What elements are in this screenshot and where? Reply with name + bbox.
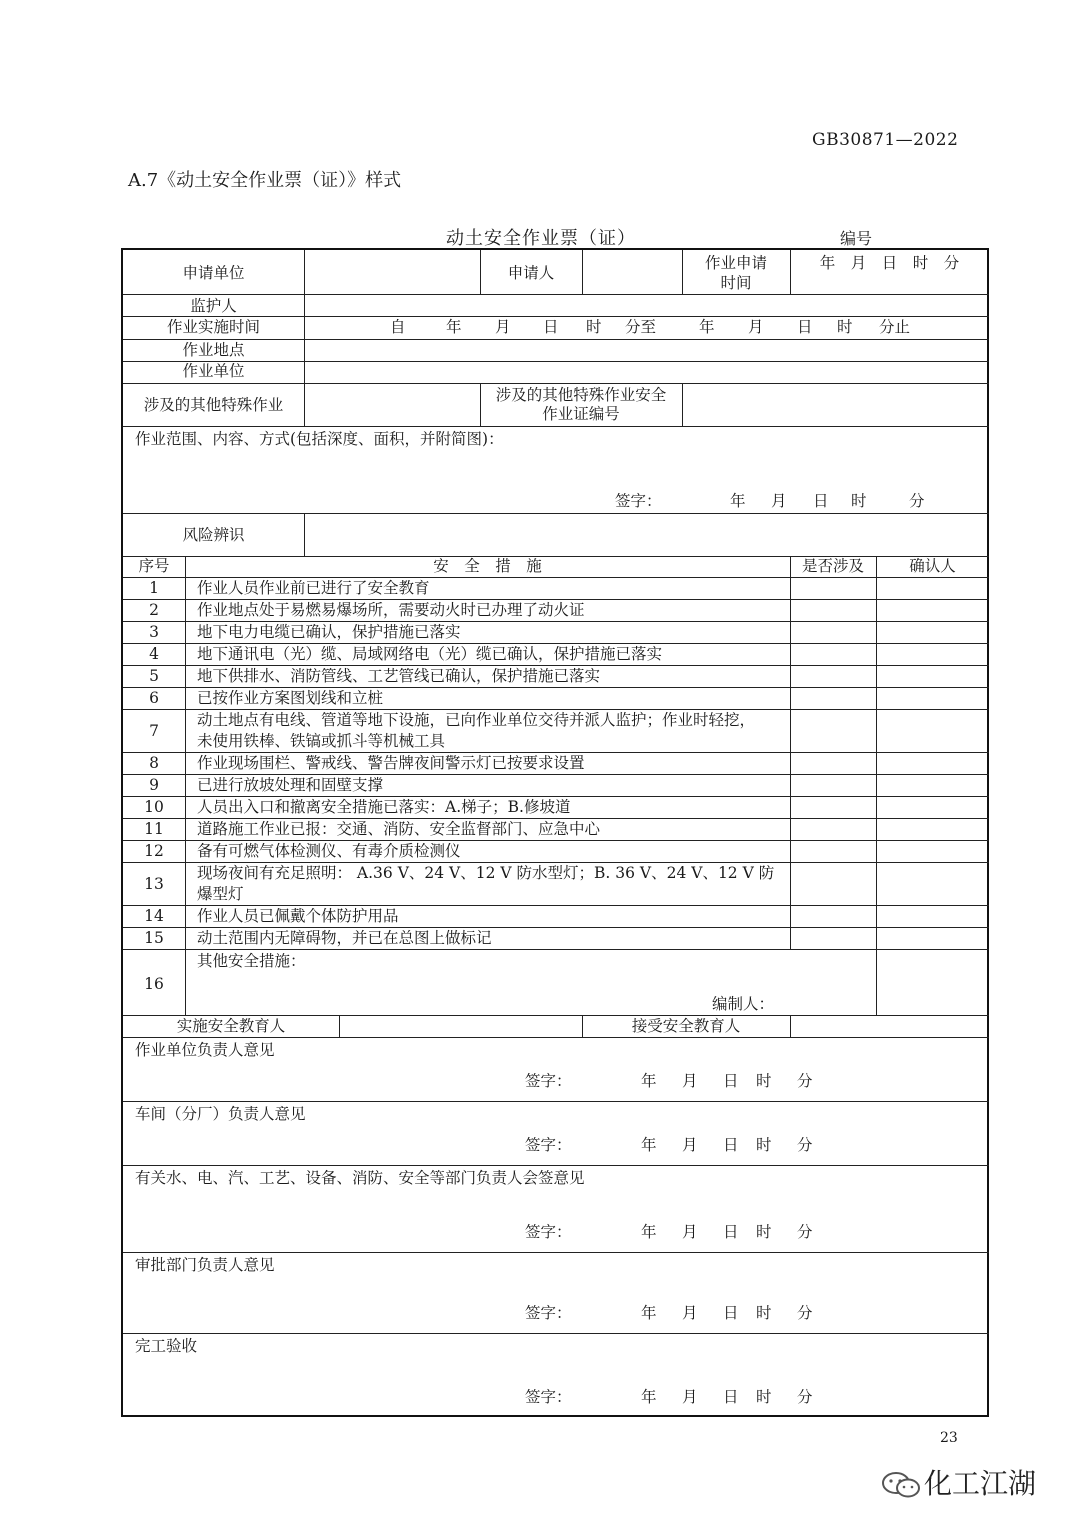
measure-text: 地下通讯电（光）缆、局域网络电（光）缆已确认，保护措施已落实 [197, 645, 663, 663]
opinion-label: 有关水、电、汽、工艺、设备、消防、安全等部门负责人会签意见 [135, 1169, 585, 1187]
measure-no: 10 [144, 798, 164, 816]
confirm-cell[interactable] [876, 577, 989, 599]
label-other-special: 涉及的其他特殊作业 [143, 396, 284, 414]
confirm-cell[interactable] [876, 752, 989, 774]
wt-year-1: 年 [446, 318, 462, 336]
confirm-cell[interactable] [876, 927, 989, 949]
confirm-cell[interactable] [876, 621, 989, 643]
signature-minute: 分 [797, 1072, 813, 1090]
measure-text: 作业现场围栏、警戒线、警告牌夜间警示灯已按要求设置 [197, 754, 585, 772]
measure-no: 15 [144, 929, 164, 947]
signature-minute: 分 [797, 1304, 813, 1322]
involved-cell[interactable] [790, 840, 876, 862]
col-confirm-header: 确认人 [909, 557, 956, 575]
scope-signature-year: 年 [730, 492, 746, 510]
signature-day: 日 [723, 1223, 739, 1241]
signature-month: 月 [682, 1223, 698, 1241]
risk-field[interactable] [305, 513, 989, 556]
apply-time-value[interactable]: 年 月 日 时 分 [819, 254, 960, 272]
label-scope: 作业范围、内容、方式(包括深度、面积，并附简图)： [135, 430, 504, 448]
involved-cell[interactable] [790, 818, 876, 840]
measure-text: 作业地点处于易燃易爆场所，需要动火时已办理了动火证 [197, 601, 585, 619]
label-apply-time-1: 作业申请 [704, 254, 767, 272]
scope-signature-hour: 时 [851, 492, 867, 510]
measure-text: 爆型灯 [197, 885, 244, 903]
signature-day: 日 [723, 1072, 739, 1090]
signature-month: 月 [682, 1072, 698, 1090]
signature-sign: 签字： [525, 1136, 572, 1154]
col-involved-header: 是否涉及 [801, 557, 864, 575]
involved-cell[interactable] [790, 862, 876, 905]
grid-hline [123, 316, 989, 317]
involved-cell[interactable] [790, 643, 876, 665]
measure-no: 5 [149, 667, 159, 685]
measure-no: 1 [149, 579, 159, 597]
label-other-cert-1: 涉及的其他特殊作业安全 [495, 386, 667, 404]
signature-hour: 时 [756, 1136, 772, 1154]
label-other-cert-2: 作业证编号 [542, 405, 620, 423]
involved-cell[interactable] [790, 687, 876, 709]
signature-day: 日 [723, 1304, 739, 1322]
scope-signature-month: 月 [771, 492, 787, 510]
confirm-cell[interactable] [876, 665, 989, 687]
work-unit-field[interactable] [305, 361, 989, 383]
measure-no: 4 [149, 645, 159, 663]
wt-from: 自 [390, 318, 406, 336]
signature-year: 年 [641, 1388, 657, 1406]
wt-month-1: 月 [495, 318, 511, 336]
edu-receiver-field[interactable] [790, 1015, 989, 1037]
signature-month: 月 [682, 1388, 698, 1406]
col-no-header: 序号 [138, 557, 170, 575]
confirm-cell[interactable] [876, 687, 989, 709]
confirm-cell[interactable] [876, 818, 989, 840]
wt-day-2: 日 [797, 318, 813, 336]
opinion-label: 作业单位负责人意见 [135, 1041, 275, 1059]
signature-year: 年 [641, 1136, 657, 1154]
watermark-text: 化工江湖 [924, 1467, 1037, 1500]
measure-text: 未使用铁棒、铁镐或抓斗等机械工具 [197, 732, 446, 750]
measure-text: 现场夜间有充足照明： A.36 V、24 V、12 V 防水型灯；B. 36 V、24 V、12 V 防 [197, 864, 775, 882]
grid-vline [185, 556, 186, 1015]
signature-sign: 签字： [525, 1388, 572, 1406]
location-field[interactable] [305, 339, 989, 361]
involved-cell[interactable] [790, 905, 876, 927]
measure-text: 备有可燃气体检测仪、有毒介质检测仪 [197, 842, 461, 860]
label-apply-time-2: 时间 [720, 274, 752, 292]
edu-giver-field[interactable] [339, 1015, 582, 1037]
signature-month: 月 [682, 1136, 698, 1154]
involved-cell[interactable] [790, 709, 876, 752]
confirm-cell[interactable] [876, 949, 989, 1015]
confirm-cell[interactable] [876, 796, 989, 818]
involved-cell[interactable] [790, 665, 876, 687]
measure-no: 12 [144, 842, 164, 860]
measure-no: 2 [149, 601, 159, 619]
measure-text: 已进行放坡处理和固壁支撑 [197, 776, 384, 794]
signature-hour: 时 [756, 1388, 772, 1406]
label-risk: 风险辨识 [182, 526, 245, 544]
measure-no: 14 [144, 907, 164, 925]
measure-text: 动土地点有电线、管道等地下设施，已向作业单位交待并派人监护；作业时轻挖， [197, 711, 756, 729]
signature-year: 年 [641, 1304, 657, 1322]
confirm-cell[interactable] [876, 599, 989, 621]
confirm-cell[interactable] [876, 840, 989, 862]
wechat-icon [880, 1470, 924, 1500]
measure-text: 作业人员作业前已进行了安全教育 [197, 579, 430, 597]
watermark [880, 1462, 1036, 1502]
opinion-label: 完工验收 [135, 1337, 198, 1355]
measure-no: 13 [144, 874, 164, 893]
opinion-label: 车间（分厂）负责人意见 [135, 1105, 306, 1123]
measure-text: 作业人员已佩戴个体防护用品 [197, 907, 399, 925]
confirm-cell[interactable] [876, 643, 989, 665]
signature-hour: 时 [756, 1072, 772, 1090]
label-edu-giver: 实施安全教育人 [176, 1017, 286, 1035]
label-edu-receiver: 接受安全教育人 [631, 1017, 741, 1035]
wt-month-2: 月 [748, 318, 764, 336]
grid-hline [123, 949, 989, 950]
supervisor-field[interactable] [305, 294, 989, 316]
label-compiler: 编制人： [712, 995, 775, 1013]
form-number-label: 编号 [840, 229, 873, 248]
signature-year: 年 [641, 1072, 657, 1090]
involved-cell[interactable] [790, 621, 876, 643]
involved-cell[interactable] [790, 752, 876, 774]
involved-cell[interactable] [790, 927, 876, 949]
signature-hour: 时 [756, 1304, 772, 1322]
applicant-unit-field[interactable] [305, 250, 480, 294]
measure-no: 6 [149, 689, 159, 707]
measure-text: 已按作业方案图划线和立桩 [197, 689, 384, 707]
measure-text: 地下电力电缆已确认，保护措施已落实 [197, 623, 461, 641]
wt-minute-2: 分止 [879, 318, 911, 336]
signature-minute: 分 [797, 1136, 813, 1154]
wt-hour-1: 时 [586, 318, 602, 336]
involved-cell[interactable] [790, 599, 876, 621]
section-title: A.7《动土安全作业票（证）》样式 [128, 170, 402, 191]
measure-text: 道路施工作业已报：交通、消防、安全监督部门、应急中心 [197, 820, 601, 838]
label-work-time: 作业实施时间 [166, 318, 260, 336]
signature-day: 日 [723, 1136, 739, 1154]
measure-no: 16 [144, 975, 164, 993]
col-measures-header: 安 全 措 施 [433, 557, 542, 575]
signature-hour: 时 [756, 1223, 772, 1241]
other-cert-field[interactable] [682, 383, 989, 426]
confirm-cell[interactable] [876, 905, 989, 927]
measure-no: 8 [149, 754, 159, 772]
label-applicant: 申请人 [507, 264, 555, 282]
signature-day: 日 [723, 1388, 739, 1406]
permit-form [121, 248, 989, 1417]
label-supervisor: 监护人 [190, 297, 237, 315]
measure-no: 9 [149, 776, 159, 794]
signature-minute: 分 [797, 1388, 813, 1406]
measure-text: 地下供排水、消防管线、工艺管线已确认，保护措施已落实 [197, 667, 601, 685]
signature-sign: 签字： [525, 1304, 572, 1322]
involved-cell[interactable] [790, 577, 876, 599]
standard-number: GB30871—2022 [812, 130, 959, 150]
measure-text: 动土范围内无障碍物，并已在总图上做标记 [197, 929, 492, 947]
applicant-field[interactable] [582, 250, 682, 294]
measure-no: 11 [144, 820, 164, 838]
measure-no: 3 [149, 623, 159, 641]
measure-no: 7 [149, 721, 159, 740]
other-special-field[interactable] [305, 383, 480, 426]
form-title: 动土安全作业票（证） [446, 228, 636, 249]
scope-signature-sign: 签字： [615, 492, 662, 510]
wt-hour-2: 时 [837, 318, 853, 336]
signature-year: 年 [641, 1223, 657, 1241]
opinion-label: 审批部门负责人意见 [135, 1256, 275, 1274]
involved-cell[interactable] [790, 796, 876, 818]
involved-cell[interactable] [790, 774, 876, 796]
scope-signature-minute: 分 [909, 492, 925, 510]
signature-sign: 签字： [525, 1223, 572, 1241]
label-location: 作业地点 [182, 341, 245, 359]
confirm-cell[interactable] [876, 709, 989, 752]
confirm-cell[interactable] [876, 862, 989, 905]
wt-day-1: 日 [543, 318, 559, 336]
page-number: 23 [940, 1430, 958, 1446]
signature-minute: 分 [797, 1223, 813, 1241]
confirm-cell[interactable] [876, 774, 989, 796]
scope-signature-day: 日 [813, 492, 829, 510]
label-work-unit: 作业单位 [182, 362, 245, 380]
measure-text: 人员出入口和撤离安全措施已落实：A.梯子；B.修坡道 [197, 798, 571, 816]
label-applicant-unit: 申请单位 [182, 264, 245, 282]
wt-year-2: 年 [699, 318, 715, 336]
wt-minute-1: 分至 [625, 318, 657, 336]
measure-text: 其他安全措施： [197, 952, 306, 970]
signature-month: 月 [682, 1304, 698, 1322]
signature-sign: 签字： [525, 1072, 572, 1090]
